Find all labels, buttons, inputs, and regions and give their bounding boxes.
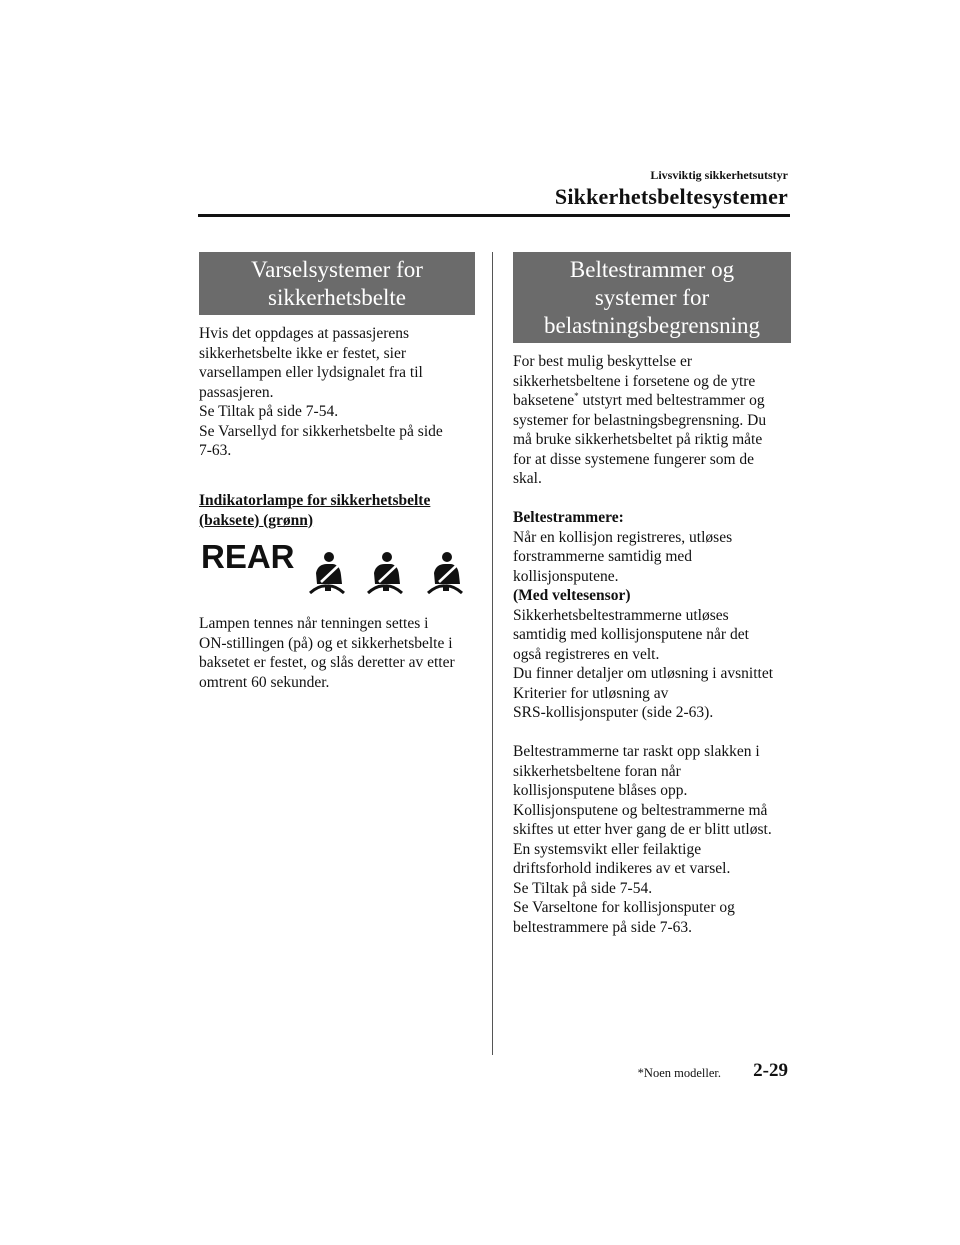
text-line: Kriterier for utløsning av	[513, 684, 669, 702]
left-column	[199, 252, 475, 692]
text-line: Se Varseltone for kollisjonsputer og	[513, 899, 735, 916]
text-line: omtrent 60 sekunder.	[199, 673, 330, 691]
text-line: kollisjonsputene.	[513, 567, 619, 585]
text-line: forstrammerne samtidig med	[513, 548, 693, 565]
section-subtitle: Livsviktig sikkerhetsutstyr	[650, 168, 788, 182]
banner-line: Beltestrammer og	[569, 257, 735, 282]
text-line: systemer for belastningsbegrensning. Du	[513, 411, 767, 429]
pretensioner-banner	[513, 252, 791, 343]
rear-seatbelt-indicator	[199, 540, 475, 602]
column-divider	[492, 252, 493, 1055]
footnote-mark: *	[574, 390, 579, 401]
sensor-heading: (Med veltesensor)	[513, 587, 631, 604]
text-line: Se Tiltak på side 7-54.	[199, 403, 339, 420]
text-line: varsellampen eller lydsignalet fra til	[199, 364, 423, 381]
text-line: Du finner detaljer om utløsning i avsnittet	[513, 665, 774, 682]
text-line: sikkerhetsbeltene foran når	[513, 762, 681, 780]
text-line: kollisjonsputene blåses opp.	[513, 782, 688, 799]
seatbelt-icon	[307, 551, 347, 597]
text-line: Hvis det oppdages at passasjerens	[199, 325, 410, 342]
banner-line: belastningsbegrensning	[544, 313, 760, 338]
text-line: For best mulig beskyttelse er	[513, 353, 693, 370]
text-line	[513, 391, 791, 411]
intro-paragraph	[513, 352, 791, 489]
text-line: skal.	[513, 470, 542, 487]
text-line: driftsforhold indikeres av et varsel.	[513, 860, 731, 877]
banner-line: sikkerhetsbelte	[268, 285, 406, 310]
pretensioner-heading: Beltestrammere:	[513, 509, 624, 526]
text-line: baksetet er festet, og slås deretter av etter	[199, 654, 455, 671]
text-line: sikkerhetsbeltene i forsetene og de ytre	[513, 372, 756, 390]
text-line: SRS-kollisjonsputer (side 2-63).	[513, 704, 714, 721]
indicator-heading	[199, 491, 475, 530]
text-line: skiftes ut etter hver gang de er blitt utløst.	[513, 821, 772, 838]
footnote: *Noen modeller.	[637, 1066, 721, 1080]
intro-paragraph	[199, 324, 475, 461]
text-line: passasjeren.	[199, 383, 274, 401]
seatbelt-icon	[365, 551, 405, 597]
text-line: Beltestrammerne tar raskt opp slakken i	[513, 743, 760, 760]
text-line: Kollisjonsputene og beltestrammerne må	[513, 801, 768, 819]
right-column	[513, 252, 791, 937]
heading-line: (baksete) (grønn)	[199, 511, 314, 529]
text-line: må bruke sikkerhetsbeltet på riktig måte	[513, 431, 763, 448]
text-line: samtidig med kollisjonsputene når det	[513, 626, 749, 643]
text-fragment: utstyrt med beltestrammer og	[578, 392, 765, 409]
text-line: En systemsvikt eller feilaktige	[513, 840, 702, 858]
pretensioner-section	[513, 508, 791, 723]
section-title: Sikkerhetsbeltesystemer	[554, 184, 788, 209]
text-line: Se Tiltak på side 7-54.	[513, 879, 653, 897]
text-line: Sikkerhetsbeltestrammerne utløses	[513, 606, 729, 624]
text-line: sikkerhetsbelte ikke er festet, sier	[199, 344, 407, 362]
heading-line: Indikatorlampe for sikkerhetsbelte	[199, 492, 431, 509]
banner-line: Varselsystemer for	[251, 257, 423, 282]
seatbelt-icon	[425, 551, 465, 597]
page-number: 2-29	[753, 1060, 788, 1081]
text-line: for at disse systemene fungerer som de	[513, 450, 755, 468]
banner-line: systemer for	[594, 285, 710, 310]
text-line: beltestrammere på side 7-63.	[513, 918, 693, 936]
text-line: Se Varsellyd for sikkerhetsbelte på side	[199, 422, 443, 440]
indicator-description	[199, 614, 475, 692]
text-line: Når en kollisjon registreres, utløses	[513, 528, 733, 546]
text-line: også registreres en velt.	[513, 645, 660, 663]
text-line: Lampen tennes når tenningen settes i	[199, 615, 429, 632]
text-fragment: baksetene	[513, 392, 575, 409]
text-line: 7-63.	[199, 442, 232, 459]
header-rule	[198, 214, 790, 217]
final-paragraph	[513, 742, 791, 937]
warning-systems-banner	[199, 252, 475, 315]
rear-logo: REAR	[201, 538, 295, 575]
text-line: ON-stillingen (på) og et sikkerhetsbelte i	[199, 634, 453, 652]
